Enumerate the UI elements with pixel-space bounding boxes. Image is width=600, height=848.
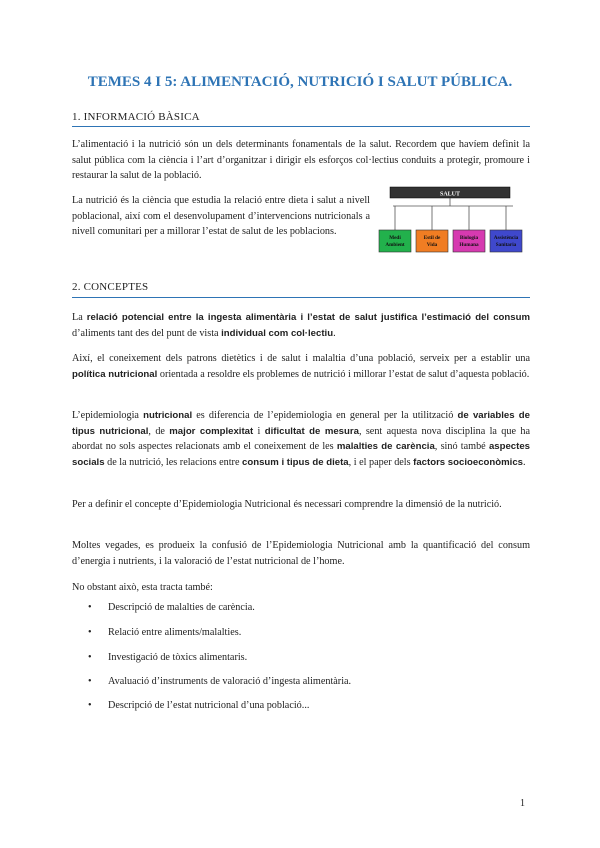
section-2-heading: 2. CONCEPTES (72, 281, 149, 293)
diagram-box (453, 230, 485, 252)
list-item: • Relació entre aliments/malalties. (88, 627, 242, 638)
diagram-box-label: Vida (426, 242, 438, 248)
list-item: • Investigació de tòxics alimentaris. (88, 652, 248, 663)
diagram-root-label: SALUT (439, 191, 461, 198)
diagram-box-label: Assistència (493, 235, 519, 241)
list-item: • Avaluació d’instruments de valoració d’ingesta alimentària. (88, 676, 352, 687)
document-title: TEMES 4 I 5: ALIMENTACIÓ, NUTRICIÓ I SALUT PÚBLICA. (87, 74, 513, 90)
section-2-rule (72, 297, 530, 298)
diagram-box-label: Medi (389, 235, 401, 241)
paragraph-4: Així, el coneixement dels patrons dietètics i de salut i malaltia d’una població, serveix per a establir una política nutricional orientada a resoldre els problemes de nutrició i millorar l’estat de salut d’aquesta població. (72, 353, 530, 380)
page-number: 1 (520, 798, 525, 809)
section-1-rule (72, 126, 530, 127)
paragraph-2: La nutrició és la ciència que estudia la relació entre dieta i salut a nivell poblacional, així com el desenvolupament d’intervencions nutricionals a nivell comunitari per a millorar l’estat de salut de les poblacions. (72, 195, 370, 237)
paragraph-7: Moltes vegades, es produeix la confusió de l’Epidemiologia Nutricional amb la quantificació del consum d’energia i nutrients, i la valoració de l’estat nutricional de l’home. (72, 540, 530, 567)
paragraph-5: L’epidemiologia nutricional es diferencia de l’epidemiologia en general per la utilització de variables de tipus nutricional, de major complexitat i dificultat de mesura, sent aquesta nova disciplina la que ha abordat no sols aspectes relacionats amb el coneixement de les malalties de carència, sinó també aspectes socials de la nutrició, les relacions entre consum i tipus de dieta, i el paper dels factors socioeconòmics. (72, 410, 531, 468)
paragraph-6: Per a definir el concepte d’Epidemiologia Nutricional és necessari comprendre la dimensió de la nutrició. (72, 499, 502, 510)
diagram-box-label: Humana (459, 242, 479, 248)
diagram-box (416, 230, 448, 252)
list-item: • Descripció de l’estat nutricional d’una població... (88, 700, 310, 711)
paragraph-8: No obstant això, esta tracta també: (72, 582, 213, 593)
salut-determinants-diagram (376, 186, 532, 258)
diagram-box-label: Sanitaria (495, 242, 517, 248)
diagram-box-label: Biologia (459, 235, 479, 241)
section-1-heading: 1. INFORMACIÓ BÀSICA (72, 111, 200, 123)
diagram-box-label: Estil de (423, 235, 441, 241)
list-item: • Descripció de malalties de carència. (88, 602, 255, 613)
diagram-box-label: Ambient (385, 242, 405, 248)
paragraph-3: La relació potencial entre la ingesta alimentària i l’estat de salut justifica l’estimació del consum d’aliments tant des del punt de vista individual com col·lectiu. (72, 312, 530, 339)
diagram-box (379, 230, 411, 252)
diagram-box (490, 230, 522, 252)
paragraph-1: L’alimentació i la nutrició són un dels determinants fonamentals de la salut. Recordem que havíem definit la salut pública com la ciència i l’art d’organitzar i dirigir els esforços col·lectius conduits a protegir, promoure i restaurar la salut de la població. (72, 139, 530, 181)
